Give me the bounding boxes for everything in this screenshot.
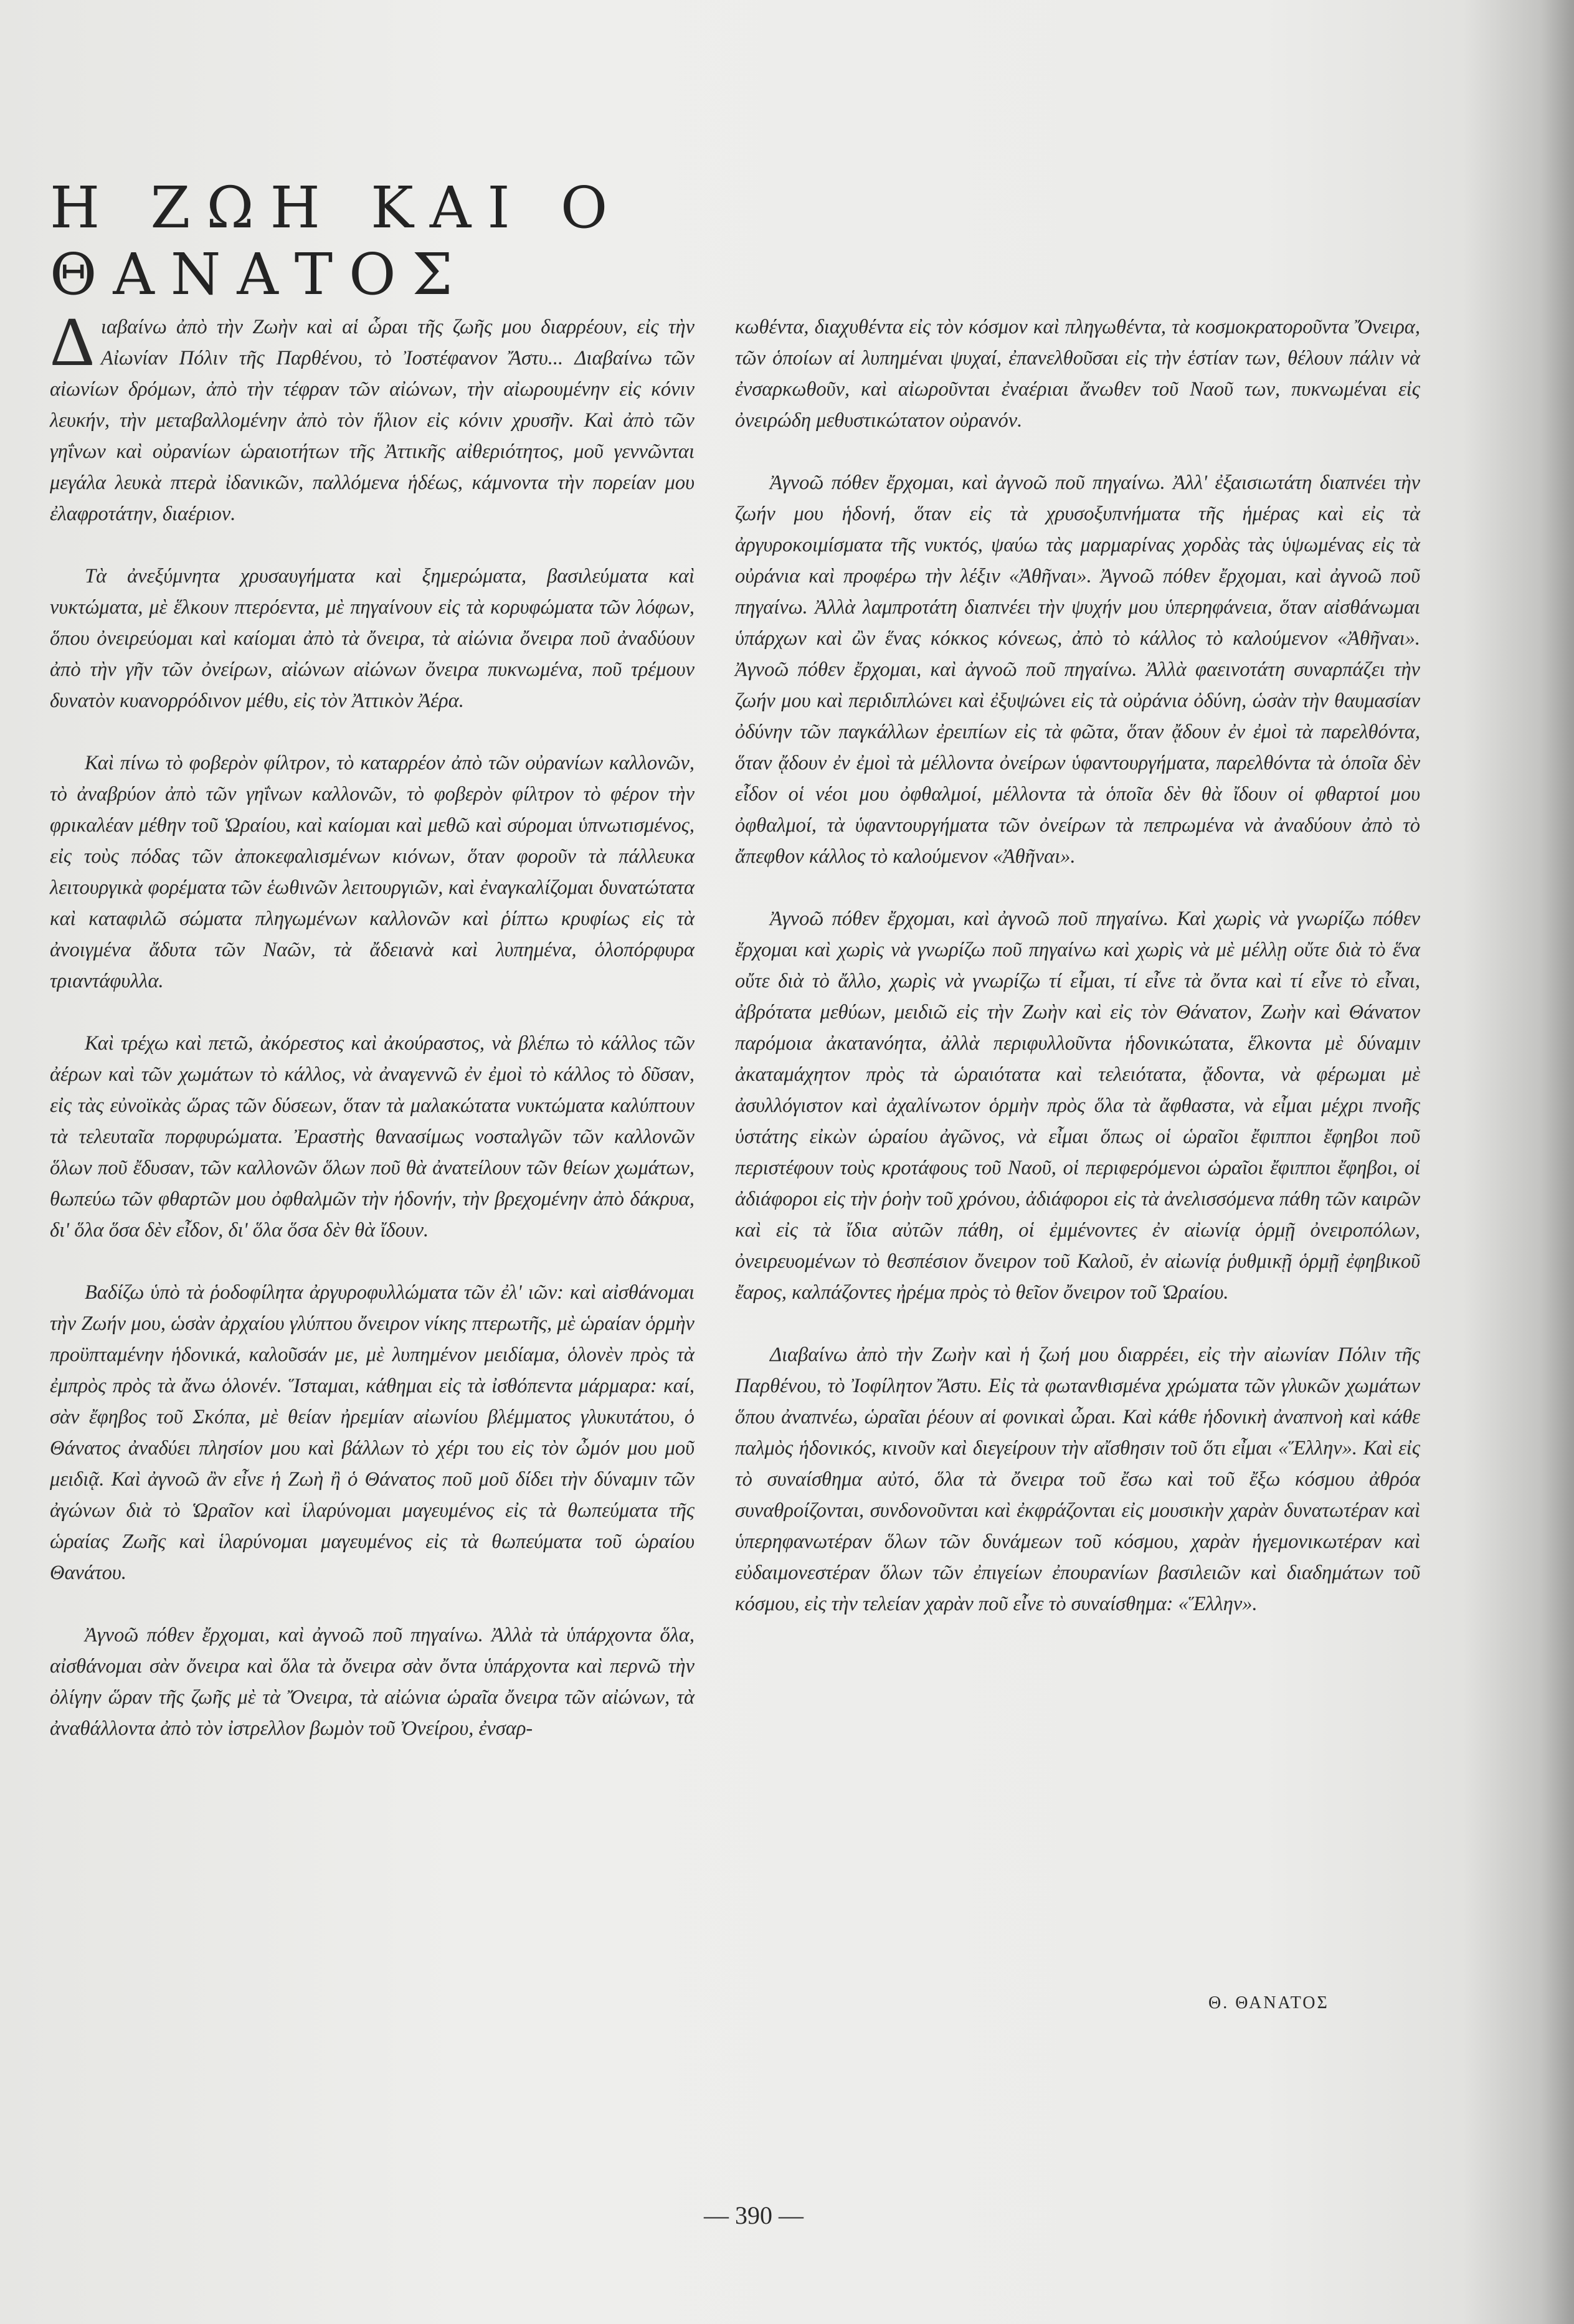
paragraph-7: κωθέντα, διαχυθέντα εἰς τὸν κόσμον καὶ πληγωθέντα, τὰ κοσμοκρατοροῦντα Ὄνειρα, τῶν ὁποίων αἱ λυπημέναι ψυχαί, ἐπανελθοῦσαι εἰς τὴν ἑστίαν των, θέλουν πάλιν νὰ ἐνσαρκωθοῦν, καὶ αἰωροῦνται ἐναέριαι ἄνωθεν τοῦ Ναοῦ των, πυκνωμέναι εἰς ὀνειρώδη μεθυστικώτατον οὐρανόν. xyxy=(735,316,1420,432)
paragraph-10: Διαβαίνω ἀπὸ τὴν Ζωὴν καὶ ἡ ζωή μου διαρρέει, εἰς τὴν αἰωνίαν Πόλιν τῆς Παρθένου, τὸ Ἰοφίλητον Ἄστυ. Εἰς τὰ φωτανθισμένα χρώματα τῶν γλυκῶν χωμάτων ὅπου ἀναπνέω, ὡραῖαι ῥέουν αἱ φονικαὶ ὧραι. Καὶ κάθε ἡδονικὴ ἀναπνοὴ καὶ κάθε παλμὸς ἡδονικός, κινοῦν καὶ διεγείρουν τὴν αἴσθησιν τοῦ ὅτι εἶμαι «Ἕλλην». Καὶ εἰς τὸ συναίσθημα αὐτό, ὅλα τὰ ὄνειρα τοῦ ἔσω καὶ τοῦ ἔξω κόσμου ἀθρόα συναθροίζονται, συνδονοῦνται καὶ ἐκφράζονται εἰς μουσικὴν χαρὰν δυνατωτέραν καὶ ὑπερηφανωτέραν ὅλων τῶν δυνάμεων τοῦ κόσμου, χαρὰν ἡγεμονικωτέραν καὶ εὐδαιμονεστέραν ὅλων τῶν ἐπιγείων ἐπουρανίων βασιλειῶν καὶ διαδημάτων τοῦ κόσμου, εἰς τὴν τελείαν χαρὰν ποῦ εἶνε τὸ συναίσθημα: «Ἕλλην». xyxy=(735,1344,1420,1615)
paragraph-1-text: ιαβαίνω ἀπὸ τὴν Ζωὴν καὶ αἱ ὧραι τῆς ζωῆς μου διαρρέουν, εἰς τὴν Αἰωνίαν Πόλιν τῆς Παρθένου, τὸ Ἰοστέφανον Ἄστυ... Διαβαίνω τῶν αἰωνίων δρόμων, ἀπὸ τὴν τέφραν τῶν αἰώνων, τὴν αἰωρουμένην εἰς κόνιν λευκήν, τὴν μεταβαλλομένην ἀπὸ τὸν ἥλιον εἰς κόνιν χρυσῆν. Καὶ ἀπὸ τῶν γηΐνων καὶ οὐρανίων ὡραιοτήτων τῆς Ἀττικῆς αἰθεριότητος, μοῦ γεννῶνται μεγάλα λευκὰ πτερὰ ἰδανικῶν, παλλόμενα ἡδέως, κάμνοντα τὴν πορείαν μου ἐλαφροτάτην, διαέριον. xyxy=(50,316,695,525)
drop-cap: Δ xyxy=(50,303,95,381)
page-edge-shadow xyxy=(1464,0,1574,2324)
paragraph-4: Καὶ τρέχω καὶ πετῶ, ἀκόρεστος καὶ ἀκούραστος, νὰ βλέπω τὸ κάλλος τῶν ἀέρων καὶ τῶν χωμάτων τὸ κάλλος, νὰ ἀναγεννῶ ἐν ἐμοὶ τὸ κάλλος τὸ δῦσαν, εἰς τὰς εὐνοϊκὰς ὥρας τῶν δύσεων, ὅταν τὰ μαλακώτατα νυκτώματα καλύπτουν τὰ τελευταῖα πορφυρώματα. Ἐραστὴς θανασίμως νοσταλγῶν τῶν καλλονῶν ὅλων ποῦ ἔδυσαν, τῶν καλλονῶν ὅλων ποῦ θὰ ἀνατείλουν τῶν θείων χωμάτων, θωπεύω τῶν φθαρτῶν μου ὀφθαλμῶν τὴν ἡδονήν, τὴν βρεχομένην ἀπὸ δάκρυα, δι' ὅλα ὅσα δὲν εἶδον, δι' ὅλα ὅσα δὲν θὰ ἴδουν. xyxy=(50,1032,695,1241)
paragraph-1 xyxy=(50,303,695,529)
left-column xyxy=(50,303,695,1775)
paragraph-5: Βαδίζω ὑπὸ τὰ ῥοδοφίλητα ἀργυροφυλλώματα τῶν ἐλ' ιῶν: καὶ αἰσθάνομαι τὴν Ζωήν μου, ὡσὰν ἀρχαίου γλύπτου ὄνειρον νίκης πτερωτῆς, μὲ ὡραίαν ὁρμὴν προϋπταμένην ἡδονικά, καλοῦσάν με, μὲ λυπημένον μειδίαμα, ὁλονὲν πρὸς τὰ ἐμπρὸς πρὸς τὰ ἄνω ὁλονέν. Ἵσταμαι, κάθημαι εἰς τὰ ἰσθόπεντα μάρμαρα: καί, σὰν ἔφηβος τοῦ Σκόπα, μὲ θείαν ἠρεμίαν αἰωνίου βλέμματος γλυκυτάτου, ὁ Θάνατος ἀναδύει πλησίον μου καὶ βάλλων τὸ χέρι του εἰς τὸν ὦμόν μου μοῦ μειδιᾷ. Καὶ ἀγνοῶ ἂν εἶνε ἡ Ζωὴ ἢ ὁ Θάνατος ποῦ μοῦ δίδει τὴν δύναμιν τῶν ἀγώνων διὰ τὸ Ὡραῖον καὶ ἱλαρύνομαι μαγευμένος εἰς τὰ θωπεύματα τῆς ὡραίας Ζωῆς καὶ ἱλαρύνομαι μαγευμένος εἰς τὰ θωπεύματα τοῦ ὡραίου Θανάτου. xyxy=(50,1281,695,1584)
paragraph-6: Ἀγνοῶ πόθεν ἔρχομαι, καὶ ἀγνοῶ ποῦ πηγαίνω. Ἀλλὰ τὰ ὑπάρχοντα ὅλα, αἰσθάνομαι σὰν ὄνειρα καὶ ὅλα τὰ ὄνειρα σὰν ὄντα ὑπάρχοντα καὶ περνῶ τὴν ὀλίγην ὥραν τῆς ζωῆς μὲ τὰ Ὄνειρα, τὰ αἰώνια ὡραῖα ὄνειρα τῶν αἰώνων, τὰ ἀναθάλλοντα ἀπὸ τὸν ἰστρελλον βωμὸν τοῦ Ὀνείρου, ἐνσαρ- xyxy=(50,1624,695,1740)
page-number: — 390 — xyxy=(704,2201,804,2229)
paragraph-2: Τὰ ἀνεξύμνητα χρυσαυγήματα καὶ ξημερώματα, βασιλεύματα καὶ νυκτώματα, μὲ ἕλκουν πτερόεντα, μὲ πηγαίνουν εἰς τὰ κορυφώματα τῶν λόφων, ὅπου ὀνειρεύομαι καὶ καίομαι ἀπὸ τὰ ὄνειρα, τὰ αἰώνια ὄνειρα ποῦ ἀναδύουν ἀπὸ τὴν γῆν τῶν ὀνείρων, αἰώνων αἰώνων ὄνειρα πυκνωμένα, ποῦ τρέμουν δυνατὸν κυανορρόδινον μέθυ, εἰς τὸν Ἀττικὸν Ἀέρα. xyxy=(50,565,695,712)
paragraph-3: Καὶ πίνω τὸ φοβερὸν φίλτρον, τὸ καταρρέον ἀπὸ τῶν οὐρανίων καλλονῶν, τὸ ἀναβρύον ἀπὸ τῶν γηΐνων καλλονῶν, τὸ φοβερὸν φίλτρον τὸ φέρον τὴν φρικαλέαν μέθην τοῦ Ὡραίου, καὶ καίομαι καὶ μεθῶ καὶ σύρομαι ὑπνωτισμένος, εἰς τοὺς πόδας τῶν ἀποκεφαλισμένων κιόνων, ὅταν φοροῦν τὰ πάλλευκα λειτουργικὰ φορέματα τῶν ἑωθινῶν λειτουργιῶν, καὶ ἐναγκαλίζομαι δυνατώτατα καὶ καταφιλῶ σώματα πληγωμένων καλλονῶν καὶ ῥίπτω κρυφίως εἰς τὰ ἀνοιγμένα ἄδυτα τῶν Ναῶν, τὰ ἄδειανὰ καὶ λυπημένα, ὁλοπόρφυρα τριαντάφυλλα. xyxy=(50,752,695,992)
article-title: Η ΖΩΗ ΚΑΙ Ο ΘΑΝΑΤΟΣ xyxy=(50,174,624,308)
paragraph-9: Ἀγνοῶ πόθεν ἔρχομαι, καὶ ἀγνοῶ ποῦ πηγαίνω. Καὶ χωρὶς νὰ γνωρίζω πόθεν ἔρχομαι καὶ χωρὶς νὰ γνωρίζω ποῦ πηγαίνω καὶ χωρὶς νὰ μὲ μέλλῃ οὔτε διὰ τὸ ἕνα οὔτε διὰ τὸ ἄλλο, χωρὶς νὰ γνωρίζω τί εἶμαι, τί εἶνε τὰ ὄντα καὶ τί εἶνε τὸ εἶναι, ἀβρότατα μεθύων, μειδιῶ εἰς τὴν Ζωὴν καὶ εἰς τὸν Θάνατον, Ζωὴν καὶ Θάνατον παρόμοια ἀκατανόητα, ἀλλὰ περιφυλλοῦντα ἡδονικώτατα, ἕλκοντα μὲ δύναμιν ἀκαταμάχητον πρὸς τὰ ὡραιότατα καὶ τελειότατα, ᾄδοντα, νὰ φέρωμαι μὲ ἀσυλλόγιστον καὶ ἀχαλίνωτον ὁρμὴν πρὸς ὅλα τὰ ἄφθαστα, νὰ εἶμαι μέχρι πνοῆς ὑστάτης εἰκὼν ὡραίου ἀγῶνος, νὰ εἶμαι ὅπως οἱ ὡραῖοι ἔφιπποι ἔφηβοι ποῦ περιστέφουν τοὺς κροτάφους τοῦ Ναοῦ, οἱ περιφερόμενοι ὡραῖοι ἔφιπποι ἔφηβοι, οἱ ἀδιάφοροι εἰς τὴν ῥοὴν τοῦ χρόνου, ἀδιάφοροι εἰς τὰ ἀνελισσόμενα πάθη τῶν καιρῶν καὶ εἰς τὰ ἴδια αὐτῶν πάθη, οἱ ἐμμένοντες ἐν αἰωνίᾳ ὁρμῇ ὀνειροπόλων, ὀνειρευομένων τὸ θεσπέσιον ὄνειρον τοῦ Καλοῦ, ἐν αἰωνίᾳ ῥυθμικῇ ὁρμῇ ἐφηβικοῦ ἔαρος, καλπάζοντες ἠρέμα πρὸς τὸ θεῖον ὄνειρον τοῦ Ὡραίου. xyxy=(735,908,1420,1304)
author-signature: Θ. ΘΑΝΑΤΟΣ xyxy=(1208,1993,1329,2013)
paragraph-8: Ἀγνοῶ πόθεν ἔρχομαι, καὶ ἀγνοῶ ποῦ πηγαίνω. Ἀλλ' ἐξαισιωτάτη διαπνέει τὴν ζωήν μου ἡδονή, ὅταν εἰς τὰ χρυσοξυπνήματα τῆς ἡμέρας καὶ εἰς τὰ ἀργυροκοιμίσματα τῆς νυκτός, ψαύω τὰς μαρμαρίνας χορδὰς τὰς ὑψωμένας εἰς τὰ οὐράνια καὶ προφέρω τὴν λέξιν «Ἀθῆναι». Ἀγνοῶ πόθεν ἔρχομαι, καὶ ἀγνοῶ ποῦ πηγαίνω. Ἀλλὰ λαμπροτάτη διαπνέει τὴν ψυχήν μου ὑπερηφάνεια, ὅταν αἰσθάνωμαι ὑπάρχων καὶ ὢν ἕνας κόκκος κόνεως, ἀπὸ τὸ κάλλος τὸ καλούμενον «Ἀθῆναι». Ἀγνοῶ πόθεν ἔρχομαι, καὶ ἀγνοῶ ποῦ πηγαίνω. Ἀλλὰ φαεινοτάτη συναρπάζει τὴν ζωήν μου καὶ περιδιπλώνει καὶ ἐξυψώνει εἰς τὰ οὐράνια ὀδύνη, ὡσὰν τὴν θαυμασίαν ὀδύνην τῶν παγκάλλων ἐρειπίων εἰς τὰ φῶτα, ὅταν ᾄδουν ἐν ἐμοὶ τὰ παρελθόντα, ὅταν ᾄδουν ἐν ἐμοὶ τὰ μέλλοντα ὀνείρων ὑφαντουργήματα, παρελθόντα τὰ ὁποῖα δὲν εἶδον οἱ νέοι μου ὀφθαλμοί, μέλλοντα τὰ ὁποῖα δὲν θὰ ἴδουν οἱ φθαρτοί μου ὀφθαλμοί, τὰ ὑφαντουργήματα τῶν ὀνείρων τὰ πεπρωμένα νὰ ἀναδύουν ἀπὸ τὸ ἄπεφθον κάλλος τὸ καλούμενον «Ἀθῆναι». xyxy=(735,472,1420,868)
right-column xyxy=(735,311,1420,1651)
